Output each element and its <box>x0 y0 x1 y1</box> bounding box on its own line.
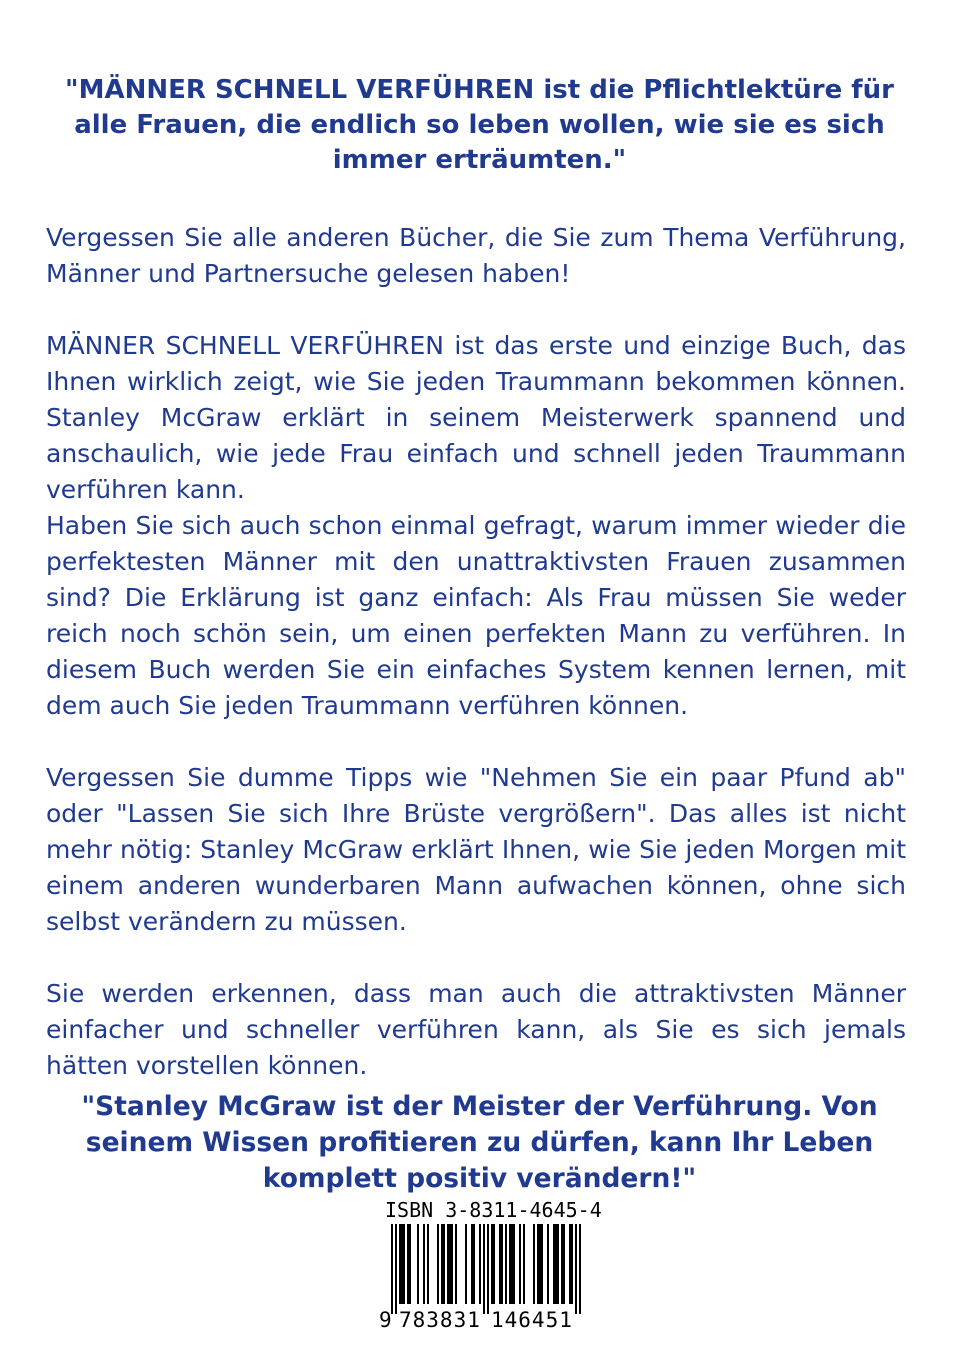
barcode-bar <box>487 1224 489 1314</box>
barcode-bar <box>499 1224 501 1304</box>
barcode-bar <box>553 1224 555 1304</box>
bottom-quote: "Stanley McGraw ist der Meister der Verführung. Von seinem Wissen profitieren zu dürfen, kann Ihr Leben komplett positiv verändern!" <box>81 1091 878 1194</box>
barcode-bar <box>523 1224 525 1304</box>
barcode-bar <box>407 1224 409 1304</box>
barcode-bar <box>539 1224 541 1304</box>
barcode-bar <box>391 1224 393 1314</box>
paragraph-3: Haben Sie sich auch schon einmal gefragt, warum immer wieder die perfektesten Männer mit den unattraktivsten Frauen zusammen sind? Die Erklärung ist ganz einfach: Als Frau müssen Sie weder reich noch schön sein, um einen perfekten Mann zu verführen. In diesem Buch werden Sie ein einfaches System kennen lernen, mit dem auch Sie jeden Traummann verführen können. <box>46 511 906 720</box>
barcode-bar <box>491 1224 493 1304</box>
barcode-bar <box>533 1224 535 1304</box>
barcode-bar <box>561 1224 563 1304</box>
isbn-label: ISBN 3-8311-4645-4 <box>385 1198 602 1222</box>
ean-first-digit: 9 <box>379 1308 392 1332</box>
ean-right-group: 146451 <box>491 1308 573 1332</box>
paragraph-2: MÄNNER SCHNELL VERFÜHREN ist das erste und einzige Buch, das Ihnen wirklich zeigt, wie Sie jeden Traummann bekommen können. Stanley McGraw erklärt in seinem Meisterwerk spannend und anschaulich, wie jede Frau einfach und schnell jeden Traummann verführen kann. <box>46 331 906 504</box>
barcode-bar <box>465 1224 467 1304</box>
barcode-bar <box>557 1224 559 1304</box>
barcode-bar <box>401 1224 403 1304</box>
paragraph-5: Sie werden erkennen, dass man auch die attraktivsten Männer einfacher und schneller verführen kann, als Sie es sich jemals hätten vorstellen können. <box>46 979 906 1080</box>
barcode-bar <box>451 1224 453 1304</box>
barcode-bars <box>379 1224 587 1314</box>
barcode-bar <box>501 1224 503 1304</box>
paragraph-4: Vergessen Sie dumme Tipps wie "Nehmen Sie ein paar Pfund ab" oder "Lassen Sie sich Ihre Brüste vergrößern". Das alles ist nicht mehr nötig: Stanley McGraw erklärt Ihnen, wie Sie jeden Morgen mit einem anderen wunderbaren Mann aufwachen können, ohne sich selbst verändern zu müssen. <box>46 763 906 936</box>
barcode-bar <box>513 1224 515 1304</box>
barcode-bar <box>399 1224 401 1304</box>
barcode-bar <box>505 1224 507 1304</box>
barcode-bar <box>449 1224 451 1304</box>
barcode-bar <box>443 1224 445 1304</box>
barcode-bar <box>569 1224 571 1304</box>
barcode-bar <box>395 1224 397 1314</box>
barcode-bar <box>541 1224 543 1304</box>
barcode-bar <box>483 1224 485 1314</box>
barcode-bar <box>571 1224 573 1304</box>
barcode-bar <box>427 1224 429 1304</box>
barcode-bar <box>437 1224 439 1304</box>
barcode-bar <box>519 1224 521 1304</box>
barcode-bar <box>471 1224 473 1304</box>
barcode-bar <box>575 1224 577 1314</box>
barcode-bar <box>555 1224 557 1304</box>
barcode-bar <box>563 1224 565 1304</box>
barcode-bar <box>455 1224 457 1304</box>
barcode-bar <box>511 1224 513 1304</box>
barcode-bar <box>403 1224 405 1304</box>
barcode-bar <box>479 1224 481 1304</box>
barcode-bar <box>493 1224 495 1304</box>
top-quote: "MÄNNER SCHNELL VERFÜHREN ist die Pflichtlektüre für alle Frauen, die endlich so leben wollen, wie sie es sich immer erträumten." <box>65 75 894 175</box>
ean-left-group: 783831 <box>399 1308 481 1332</box>
barcode-bar <box>417 1224 419 1304</box>
barcode-bar <box>509 1224 511 1304</box>
barcode-bar <box>473 1224 475 1304</box>
ean-digits <box>379 1308 587 1338</box>
barcode-bar <box>447 1224 449 1304</box>
barcode-bar <box>441 1224 443 1304</box>
barcode-bar <box>547 1224 549 1304</box>
barcode-bar <box>409 1224 411 1304</box>
paragraph-1: Vergessen Sie alle anderen Bücher, die Sie zum Thema Verführung, Männer und Partnersuche gelesen haben! <box>46 223 906 288</box>
barcode-bar <box>537 1224 539 1304</box>
isbn-barcode <box>379 1198 602 1340</box>
barcode-bar <box>423 1224 425 1304</box>
barcode-bar <box>579 1224 581 1314</box>
